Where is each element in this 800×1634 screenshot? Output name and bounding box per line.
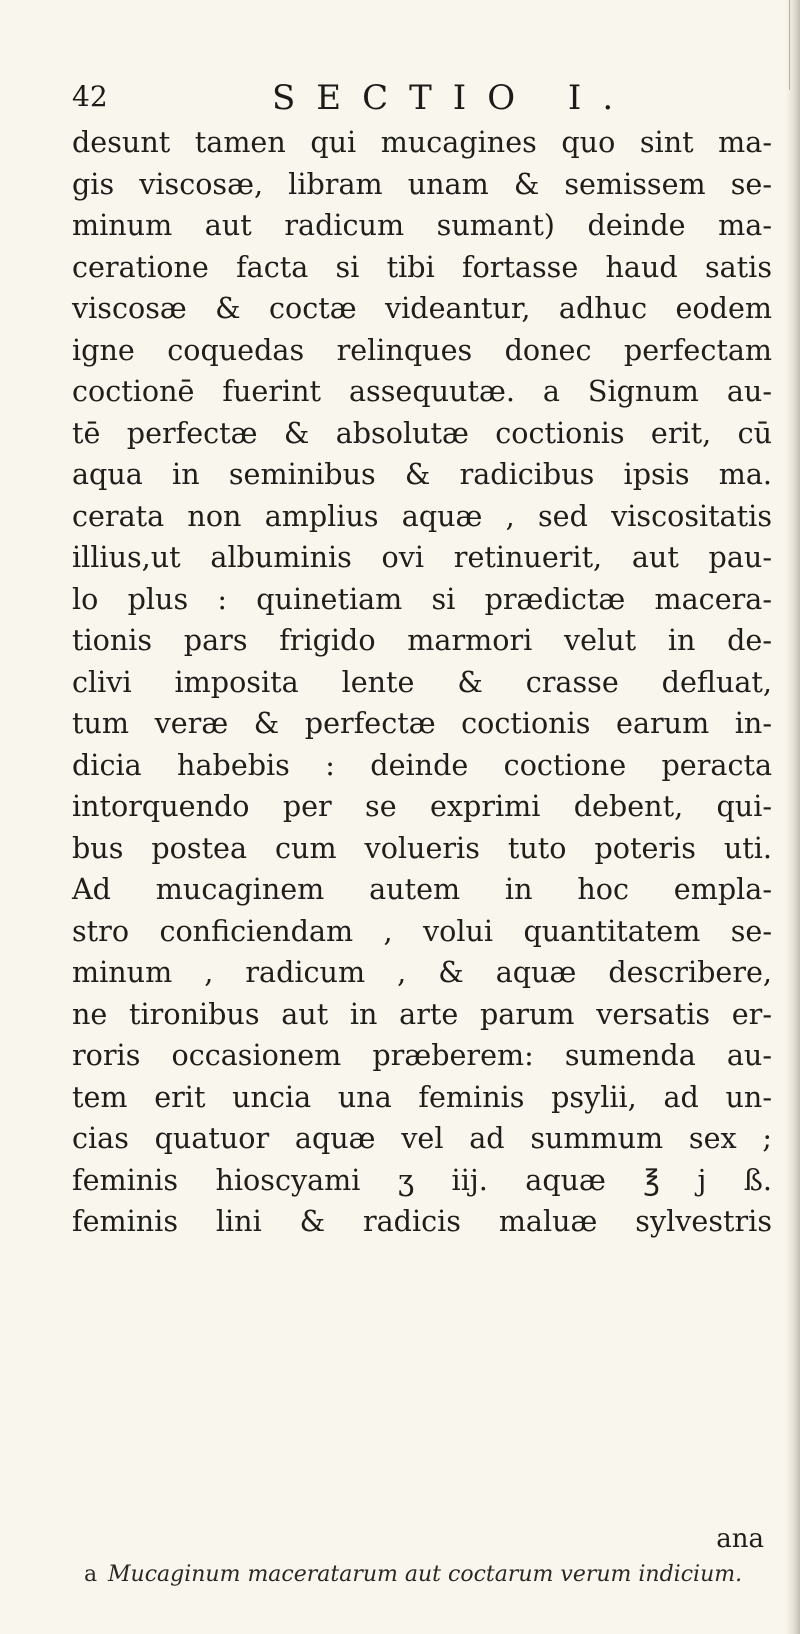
- footnote-marker: a: [84, 1562, 98, 1587]
- text-line: gis viscosæ, libram unam & semissem se-: [72, 166, 772, 201]
- text-line: ceratione facta si tibi fortasse haud satis: [72, 249, 772, 284]
- text-line: bus postea cum volueris tuto poteris uti.: [72, 830, 772, 865]
- text-line: intorquendo per se exprimi debent, qui-: [72, 789, 772, 823]
- text-line: lo plus : quinetiam si prædictæ macera-: [72, 581, 772, 616]
- text-line: tem erit uncia una feminis psylii, ad un-: [72, 1079, 772, 1114]
- text-line: illius,ut albuminis ovi retinuerit, aut pau-: [72, 540, 772, 574]
- text-line: coctionē fuerint assequutæ. a Signum au-: [72, 374, 772, 408]
- text-line: tum veræ & perfectæ coctionis earum in-: [72, 706, 772, 740]
- text-line: viscosæ & coctæ videantur, adhuc eodem: [72, 291, 772, 325]
- text-line: igne coquedas relinques donec perfectam: [72, 332, 772, 367]
- text-line: cerata non amplius aquæ , sed viscositatis: [72, 498, 772, 533]
- text-line: ne tironibus aut in arte parum versatis er-: [72, 996, 772, 1031]
- text-line: feminis hioscyami ʒ iij. aquæ ℥ j ß.: [72, 1162, 772, 1197]
- text-line: tē perfectæ & absolutæ coctionis erit, cū: [72, 415, 772, 450]
- text-line: Ad mucaginem autem in hoc empla-: [72, 872, 772, 906]
- page-edge-shadow: [786, 0, 800, 1634]
- text-line: stro conficiendam , volui quantitatem se-: [72, 913, 772, 948]
- text-line: minum aut radicum sumant) deinde ma-: [72, 208, 772, 242]
- text-line: dicia habebis : deinde coctione peracta: [72, 747, 772, 782]
- footnote: [84, 1560, 768, 1590]
- text-line: roris occasionem præberem: sumenda au-: [72, 1038, 772, 1072]
- page-header: [72, 78, 752, 126]
- text-line: feminis lini & radicis maluæ sylvestris: [72, 1204, 772, 1238]
- footnote-text: Mucaginum maceratarum aut coctarum verum indicium.: [108, 1562, 743, 1587]
- text-line: cias quatuor aquæ vel ad summum sex ;: [72, 1121, 772, 1155]
- page-number: 42: [72, 80, 108, 113]
- page-edge-line: [789, 0, 790, 90]
- text-line: desunt tamen qui mucagines quo sint ma-: [72, 125, 772, 159]
- text-line: aqua in seminibus & radicibus ipsis ma.: [72, 457, 772, 491]
- body-text: [72, 122, 780, 1243]
- text-line: minum , radicum , & aquæ describere,: [72, 955, 772, 989]
- running-head: SECTIO I.: [272, 78, 635, 118]
- catchword: ana: [716, 1524, 764, 1554]
- text-line: tionis pars frigido marmori velut in de-: [72, 623, 772, 657]
- text-line: clivi imposita lente & crasse defluat,: [72, 664, 772, 699]
